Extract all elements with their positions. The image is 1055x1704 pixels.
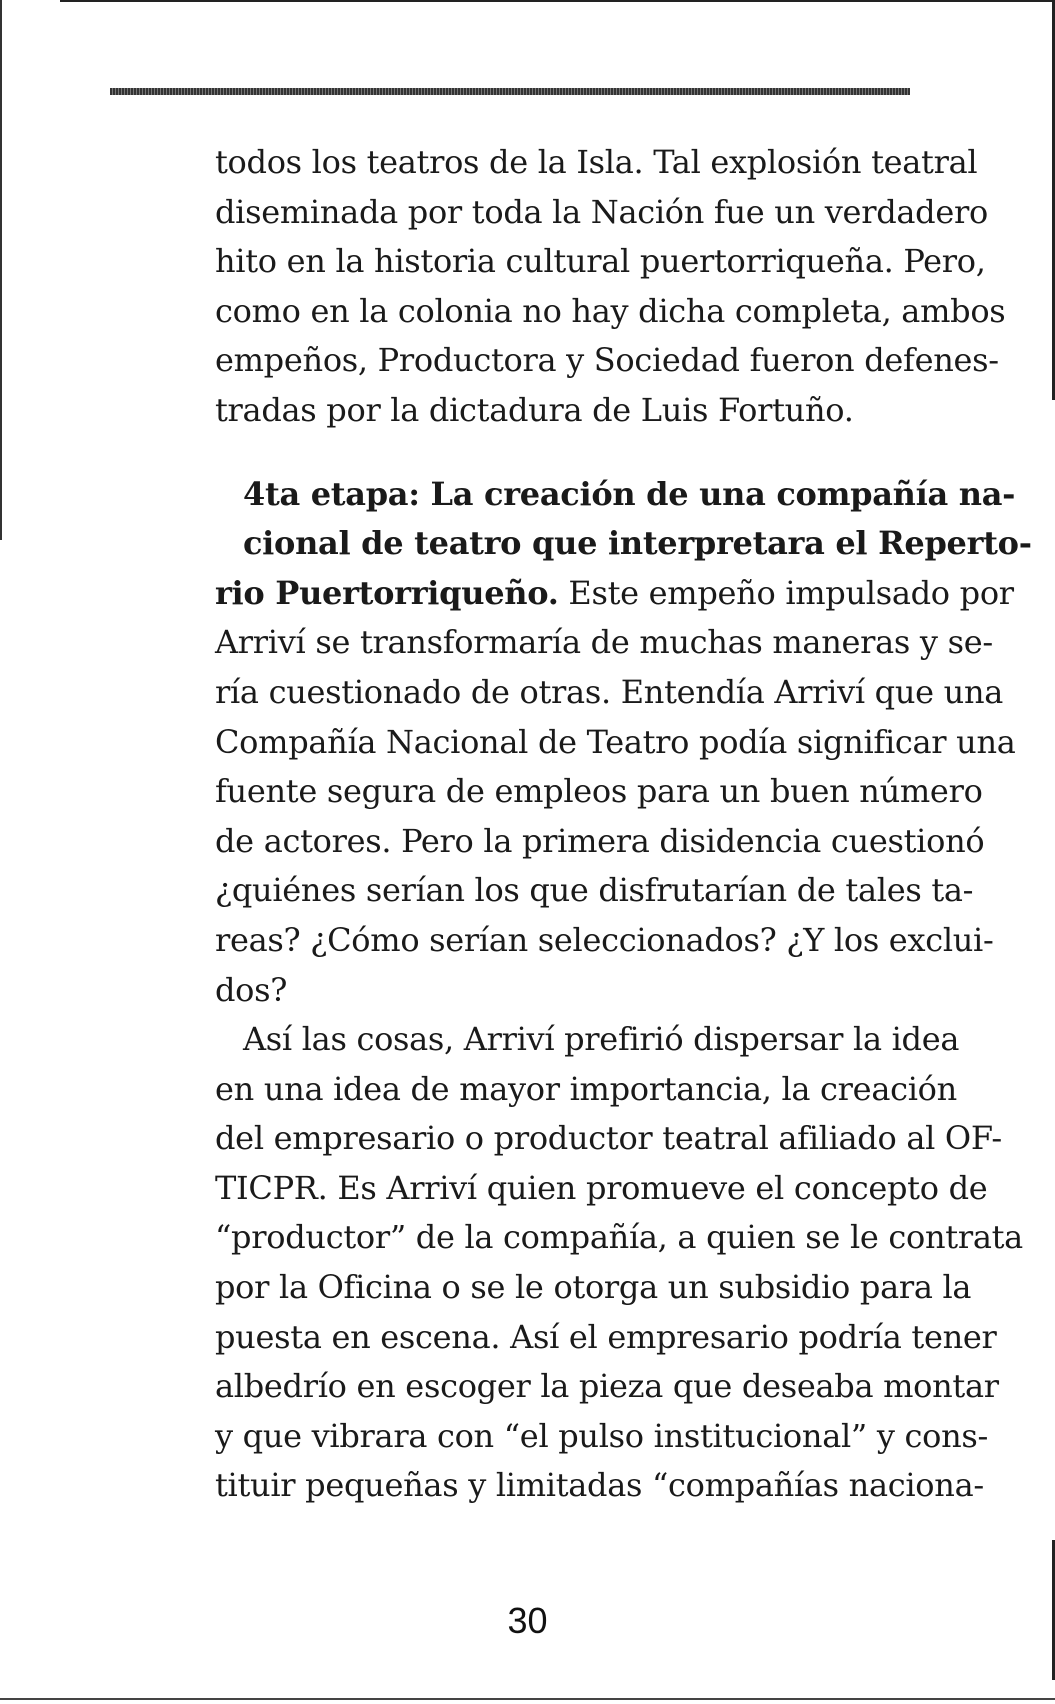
- text-line: como en la colonia no hay dicha completa, ambos: [215, 291, 1006, 330]
- page-body: [215, 138, 1032, 1511]
- text-line: reas? ¿Cómo serían seleccionados? ¿Y los exclui-: [215, 920, 994, 959]
- text-line: del empresario o productor teatral afiliado al OF-: [215, 1119, 1002, 1158]
- text-line: de actores. Pero la primera disidencia cuestionó: [215, 821, 985, 860]
- scan-edge-top: [60, 0, 1055, 2]
- section-heading-end: rio Puertorriqueño.: [215, 573, 559, 612]
- text-line: ría cuestionado de otras. Entendía Arriví que una: [215, 672, 1004, 711]
- section-heading-line: cional de teatro que interpretara el Reperto-: [243, 524, 1032, 563]
- text-line: Compañía Nacional de Teatro podía significar una: [215, 722, 1016, 761]
- text-line: albedrío en escoger la pieza que deseaba montar: [215, 1367, 999, 1406]
- text-line: TICPR. Es Arriví quien promueve el concepto de: [215, 1168, 988, 1207]
- page-number: 30: [507, 1600, 548, 1641]
- paragraph-2: [215, 470, 1032, 569]
- text-line: tituir pequeñas y limitadas “compañías naciona-: [215, 1466, 984, 1505]
- text-run: Este empeño impulsado por: [558, 573, 1014, 612]
- text-line: [215, 569, 1014, 619]
- scan-edge-left: [0, 0, 2, 540]
- text-line: diseminada por toda la Nación fue un verdadero: [215, 192, 988, 231]
- paragraph-3: [215, 1015, 1023, 1511]
- paragraph-2-body: [215, 569, 1016, 1015]
- header-rule: [110, 88, 910, 95]
- text-line: Así las cosas, Arriví prefirió dispersar la idea: [243, 1020, 960, 1059]
- paragraph-1: [215, 138, 1006, 436]
- text-line: tradas por la dictadura de Luis Fortuño.: [215, 390, 854, 429]
- text-line: empeños, Productora y Sociedad fueron defenes-: [215, 341, 999, 380]
- scan-edge-bottom: [0, 1698, 1055, 1700]
- text-line: por la Oficina o se le otorga un subsidio para la: [215, 1268, 972, 1307]
- text-line: fuente segura de empleos para un buen número: [215, 772, 983, 811]
- paragraph-gap: [215, 436, 918, 470]
- text-line: ¿quiénes serían los que disfrutarían de tales ta-: [215, 871, 974, 910]
- text-line: “productor” de la compañía, a quien se le contrata: [215, 1218, 1023, 1257]
- text-line: Arriví se transformaría de muchas maneras y se-: [215, 623, 993, 662]
- section-heading-line: 4ta etapa: La creación de una compañía na-: [243, 474, 1016, 513]
- text-line: puesta en escena. Así el empresario podría tener: [215, 1317, 997, 1356]
- text-line: dos?: [215, 970, 288, 1009]
- text-line: hito en la historia cultural puertorriqueña. Pero,: [215, 242, 986, 281]
- text-line: y que vibrara con “el pulso institucional” y cons-: [215, 1416, 989, 1455]
- text-line: todos los teatros de la Isla. Tal explosión teatral: [215, 143, 978, 181]
- text-line: en una idea de mayor importancia, la creación: [215, 1069, 957, 1108]
